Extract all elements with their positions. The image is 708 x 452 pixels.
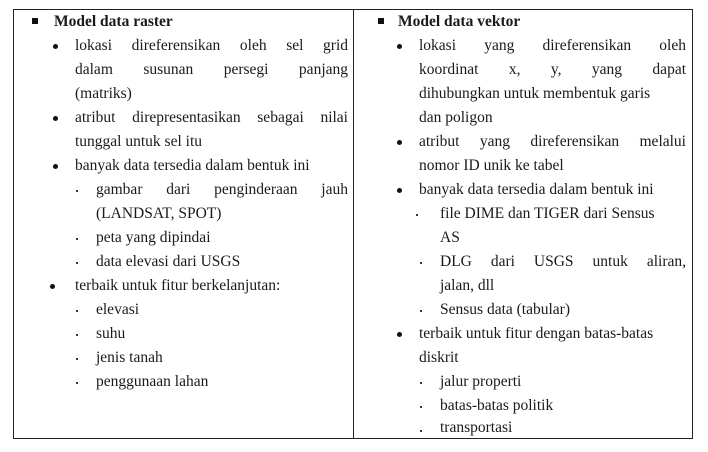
vector-item-1-line-1: lokasi yang direferensikan oleh xyxy=(419,37,686,54)
raster-sub-5: suhu xyxy=(96,325,126,342)
sub-bullet-icon xyxy=(420,406,422,408)
vector-sub-2-line-2: jalan, dll xyxy=(440,277,495,294)
raster-sub-1-line-2: (LANDSAT, SPOT) xyxy=(96,205,222,222)
bullet-dot-icon xyxy=(397,188,402,193)
vector-sub-1-line-1: file DIME dan TIGER dari Sensus xyxy=(440,205,655,222)
sub-bullet-icon xyxy=(76,262,78,264)
vector-sub-4: jalur properti xyxy=(440,373,522,390)
raster-heading: Model data raster xyxy=(54,13,173,30)
raster-item-2-line-1: atribut direpresentasikan sebagai nilai xyxy=(75,109,348,126)
raster-sub-1-line-1: gambar dari penginderaan jauh xyxy=(96,181,348,198)
vector-item-3: banyak data tersedia dalam bentuk ini xyxy=(419,181,654,198)
bullet-dot-icon xyxy=(397,140,402,145)
sub-bullet-icon xyxy=(76,310,78,312)
vector-sub-5: batas-batas politik xyxy=(440,397,554,414)
sub-bullet-icon xyxy=(76,190,78,192)
bullet-dot-icon xyxy=(53,44,58,49)
bullet-dot-icon xyxy=(397,332,402,337)
sub-bullet-icon xyxy=(420,382,422,384)
sub-bullet-icon xyxy=(76,358,78,360)
raster-item-1-line-2: dalam susunan persegi panjang xyxy=(75,61,348,78)
sub-bullet-icon xyxy=(420,310,422,312)
sub-bullet-icon xyxy=(416,214,418,216)
raster-sub-6: jenis tanah xyxy=(96,349,163,366)
raster-sub-4: elevasi xyxy=(96,301,140,318)
vector-item-1-line-3: dihubungkan untuk membentuk garis xyxy=(419,85,651,102)
vector-sub-1-line-2: AS xyxy=(440,229,460,246)
comparison-table xyxy=(13,9,693,439)
square-bullet-icon xyxy=(378,18,384,24)
vector-item-4-line-2: diskrit xyxy=(419,349,459,366)
raster-item-1-line-1: lokasi direferensikan oleh sel grid xyxy=(75,37,348,54)
raster-sub-2: peta yang dipindai xyxy=(96,229,211,246)
vector-sub-2-line-1: DLG dari USGS untuk aliran, xyxy=(440,253,686,270)
raster-item-1-line-3: (matriks) xyxy=(75,85,132,102)
vector-item-1-line-4: dan poligon xyxy=(419,109,493,126)
sub-bullet-icon xyxy=(76,382,78,384)
raster-item-4: terbaik untuk fitur berkelanjutan: xyxy=(75,277,281,294)
vector-column xyxy=(354,10,692,438)
raster-item-2-line-2: tunggal untuk sel itu xyxy=(75,133,203,150)
vector-heading: Model data vektor xyxy=(398,13,521,30)
bullet-dot-icon xyxy=(397,44,402,49)
vector-item-4-line-1: terbaik untuk fitur dengan batas-batas xyxy=(419,325,654,342)
raster-column xyxy=(14,10,354,438)
bullet-dot-icon xyxy=(53,164,58,169)
raster-sub-3: data elevasi dari USGS xyxy=(96,253,241,270)
vector-item-1-line-2: koordinat x, y, yang dapat xyxy=(419,61,686,78)
raster-item-3: banyak data tersedia dalam bentuk ini xyxy=(75,157,310,174)
vector-item-2-line-1: atribut yang direferensikan melalui xyxy=(419,133,686,150)
bullet-dot-icon xyxy=(53,116,58,121)
sub-bullet-icon xyxy=(420,262,422,264)
sub-bullet-icon xyxy=(76,238,78,240)
raster-sub-7: penggunaan lahan xyxy=(96,373,209,390)
square-bullet-icon xyxy=(32,18,38,24)
sub-bullet-icon xyxy=(76,334,78,336)
vector-item-2-line-2: nomor ID unik ke tabel xyxy=(419,157,564,174)
vector-sub-3: Sensus data (tabular) xyxy=(440,301,570,318)
vector-sub-6: transportasi xyxy=(440,419,513,436)
bullet-dot-icon xyxy=(50,284,55,289)
sub-bullet-icon xyxy=(420,430,422,432)
